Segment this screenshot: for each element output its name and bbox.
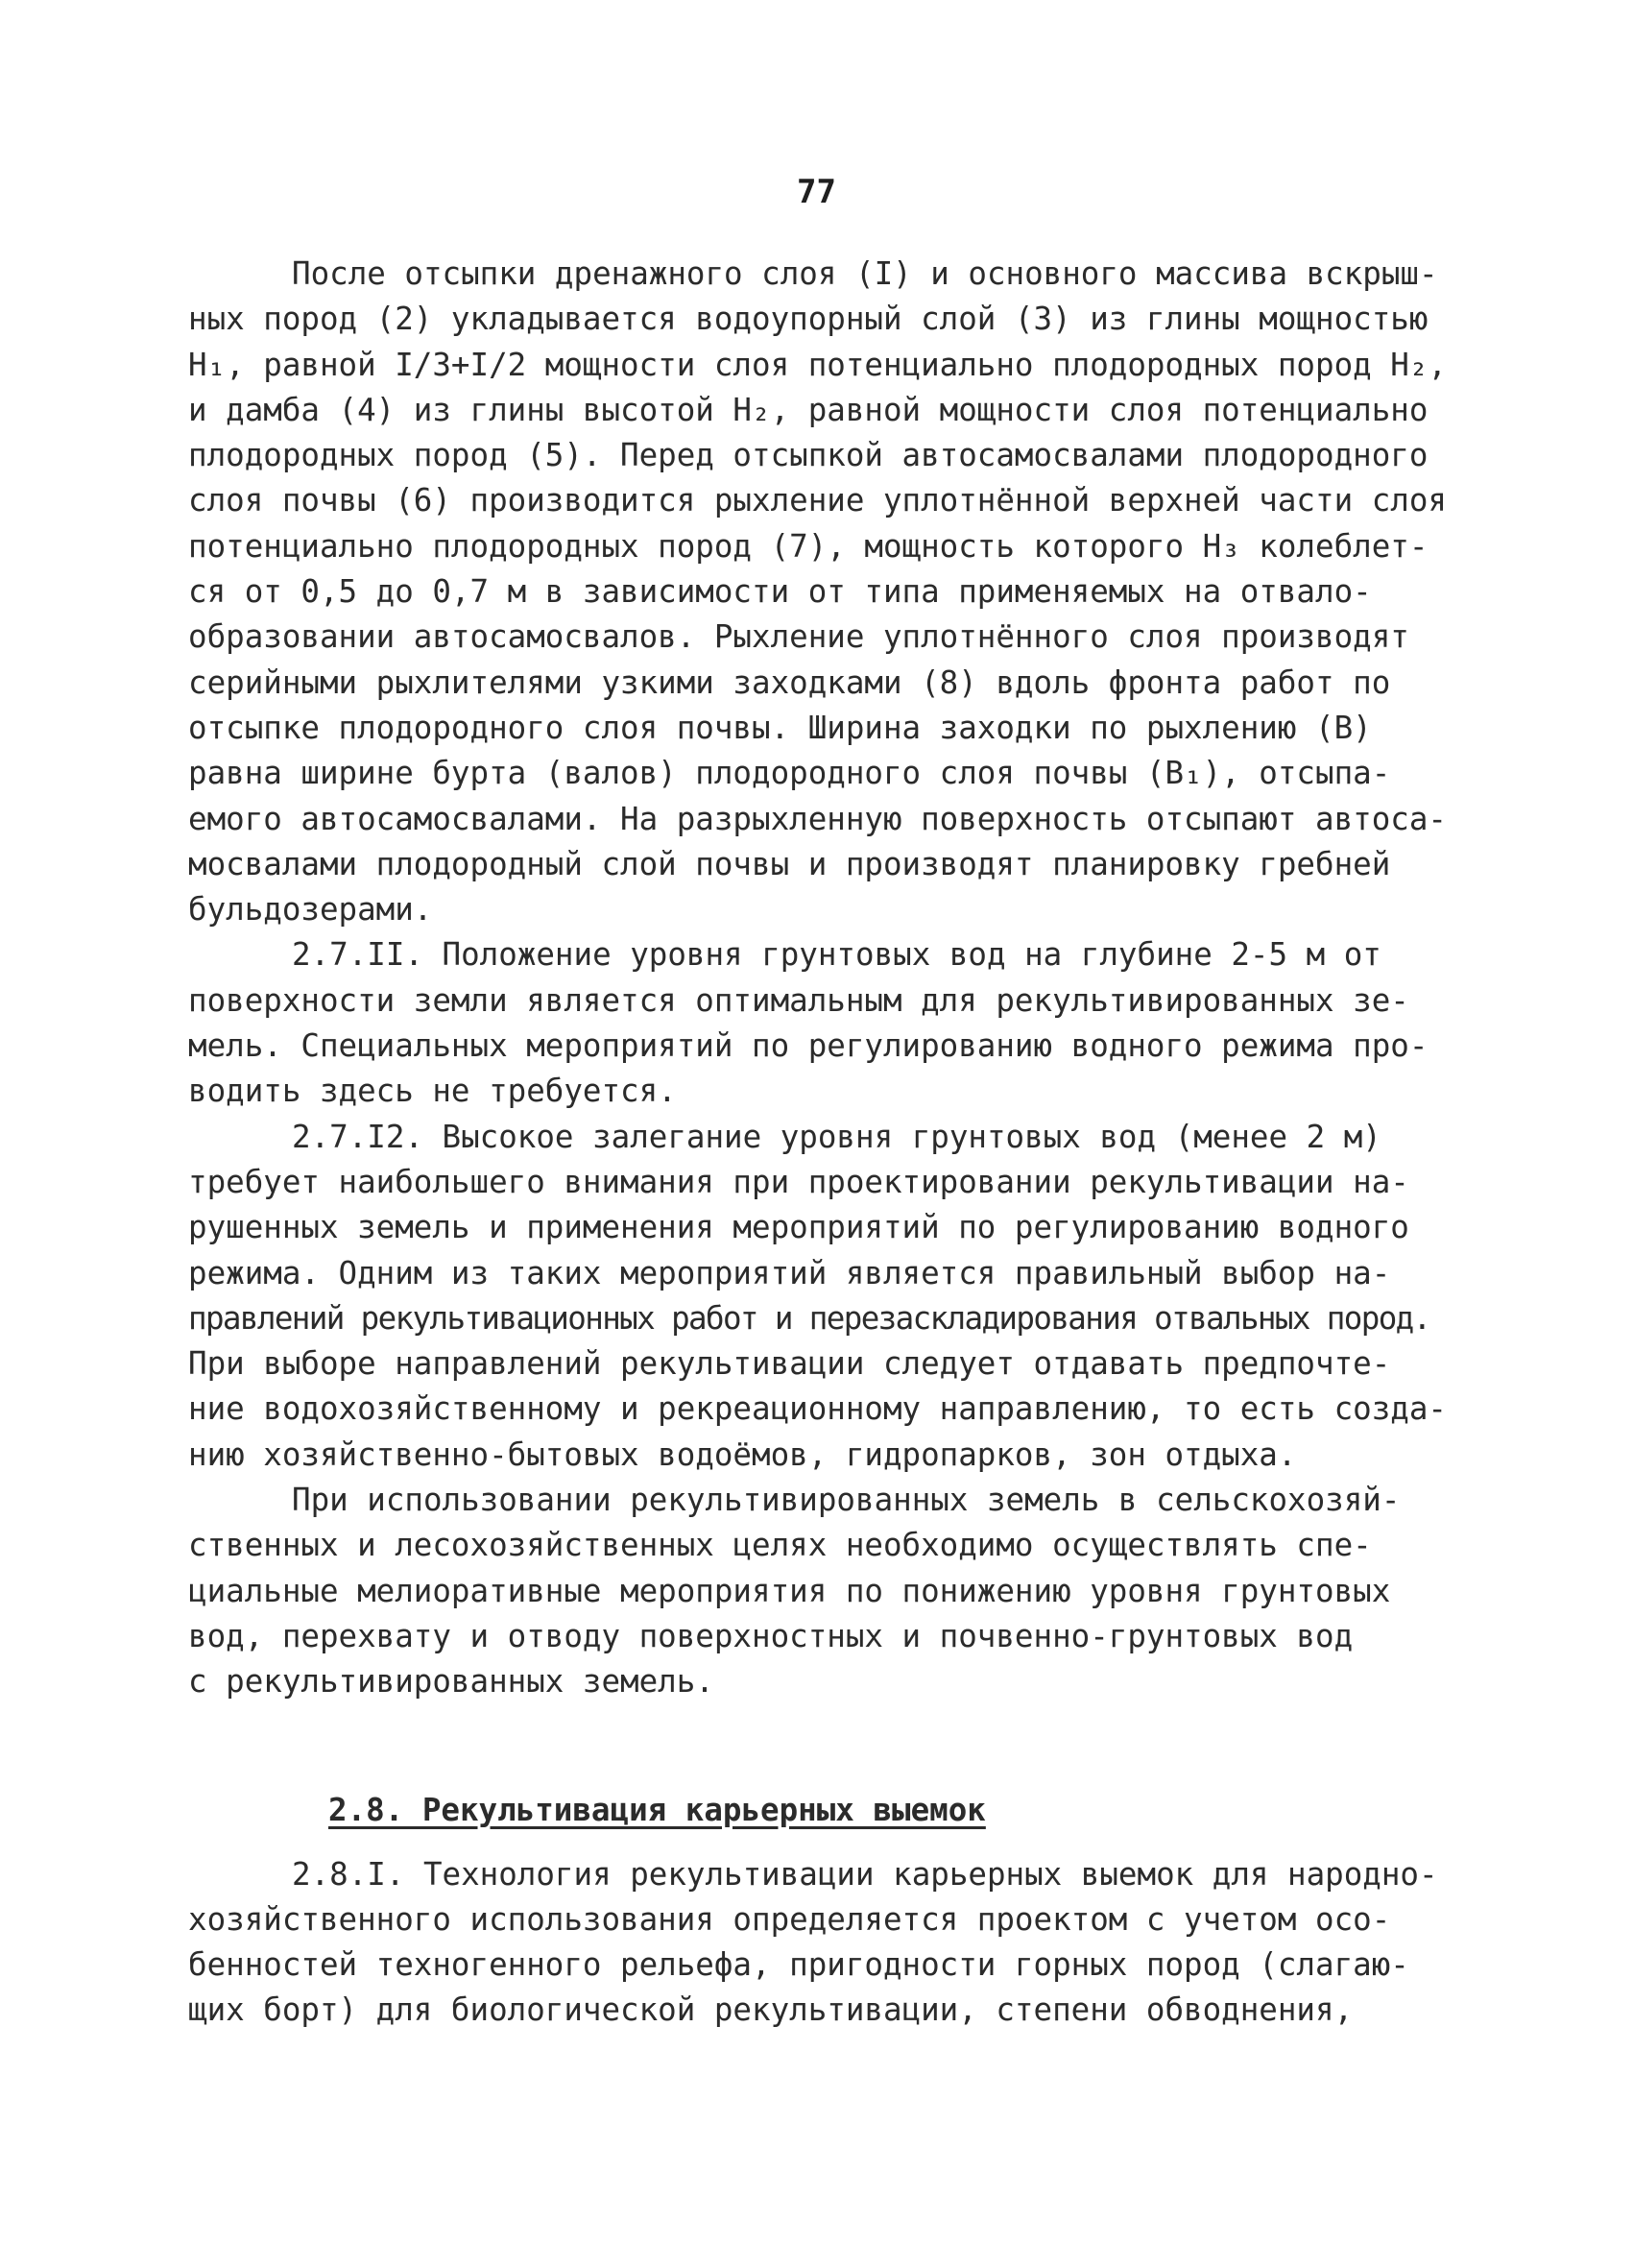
text-line: бенностей техногенного рельефа, пригодности горных пород (слагаю- (188, 1946, 1409, 1984)
text-line: серийными рыхлителями узкими заходками (8) вдоль фронта работ по (188, 664, 1391, 701)
text-line: бульдозерами. (188, 891, 433, 929)
paragraph-2-7-11 (188, 932, 1436, 1114)
text-line: правлений рекультивационных работ и перезаскладирования отвальных пород. (188, 1299, 1430, 1337)
text-line: ся от 0,5 до 0,7 м в зависимости от типа применяемых на отвало- (188, 573, 1372, 611)
paragraph-2-8-1 (188, 1852, 1436, 2034)
text-line: После отсыпки дренажного слоя (I) и основного массива вскрыш- (292, 255, 1438, 292)
text-line: рушенных земель и применения мероприятий по регулированию водного (188, 1209, 1409, 1246)
text-line: циальные мелиоративные мероприятия по понижению уровня грунтовых (188, 1572, 1391, 1609)
text-line: отсыпке плодородного слоя почвы. Ширина заходки по рыхлению (B) (188, 709, 1372, 746)
text-line: 2.8.I. Технология рекультивации карьерных выемок для народно- (292, 1855, 1438, 1893)
text-line: и дамба (4) из глины высотой H₂, равной мощности слоя потенциально (188, 391, 1429, 428)
text-line: равна ширине бурта (валов) плодородного слоя почвы (B₁), отсыпа- (188, 755, 1391, 792)
text-line: слоя почвы (6) производится рыхление уплотнённой верхней части слоя (188, 482, 1447, 519)
text-line: хозяйственного использования определяется проектом с учетом осо- (188, 1900, 1391, 1938)
text-line: нию хозяйственно-бытовых водоёмов, гидропарков, зон отдыха. (188, 1436, 1297, 1473)
text-line: ние водохозяйственному и рекреационному направлению, то есть созда- (188, 1390, 1447, 1428)
text-line: H₁, равной I/3+I/2 мощности слоя потенциально плодородных пород H₂, (188, 346, 1447, 383)
text-line: При использовании рекультивированных земель в сельскохозяй- (292, 1482, 1401, 1519)
text-line: поверхности земли является оптимальным для рекультивированных зе- (188, 981, 1409, 1019)
paragraph-drainage-layer (188, 252, 1447, 932)
text-line: с рекультивированных земель. (188, 1663, 714, 1701)
text-line: водить здесь не требуется. (188, 1073, 677, 1110)
text-line: режима. Одним из таких мероприятий является правильный выбор на- (188, 1254, 1391, 1291)
text-line: ственных и лесохозяйственных целях необходимо осуществлять спе- (188, 1527, 1372, 1564)
body-text (188, 252, 1447, 2034)
text-line: щих борт) для биологической рекультивации, степени обводнения, (188, 1991, 1354, 2029)
section-heading (188, 1788, 1436, 1833)
text-line: емого автосамосвалами. На разрыхленную поверхность отсыпают автоса- (188, 800, 1447, 837)
text-line: плодородных пород (5). Перед отсыпкой автосамосвалами плодородного (188, 437, 1429, 474)
paragraph-2-7-12 (188, 1115, 1447, 1478)
text-line: 2.7.I2. Высокое залегание уровня грунтовых вод (менее 2 м) (292, 1118, 1381, 1155)
text-line: мель. Специальных мероприятий по регулированию водного режима про- (188, 1027, 1429, 1065)
text-line: 2.7.II. Положение уровня грунтовых вод на глубине 2-5 м от (292, 936, 1381, 974)
text-line: образовании автосамосвалов. Рыхление уплотнённого слоя производят (188, 618, 1409, 656)
text-line: При выборе направлений рекультивации следует отдавать предпочте- (188, 1345, 1391, 1383)
section-heading-text: 2.8. Рекультивация карьерных выемок (328, 1791, 986, 1828)
text-line: требует наибольшего внимания при проектировании рекультивации на- (188, 1163, 1409, 1200)
text-line: потенциально плодородных пород (7), мощность которого H₃ колеблет- (188, 527, 1429, 565)
page-number: 77 (797, 173, 836, 211)
text-line: вод, перехвату и отводу поверхностных и почвенно-грунтовых вод (188, 1617, 1354, 1654)
text-line: ных пород (2) укладывается водоупорный слой (3) из глины мощностью (188, 301, 1429, 338)
paragraph-land-use (188, 1478, 1436, 1704)
text-line: мосвалами плодородный слой почвы и производят планировку гребней (188, 845, 1391, 882)
